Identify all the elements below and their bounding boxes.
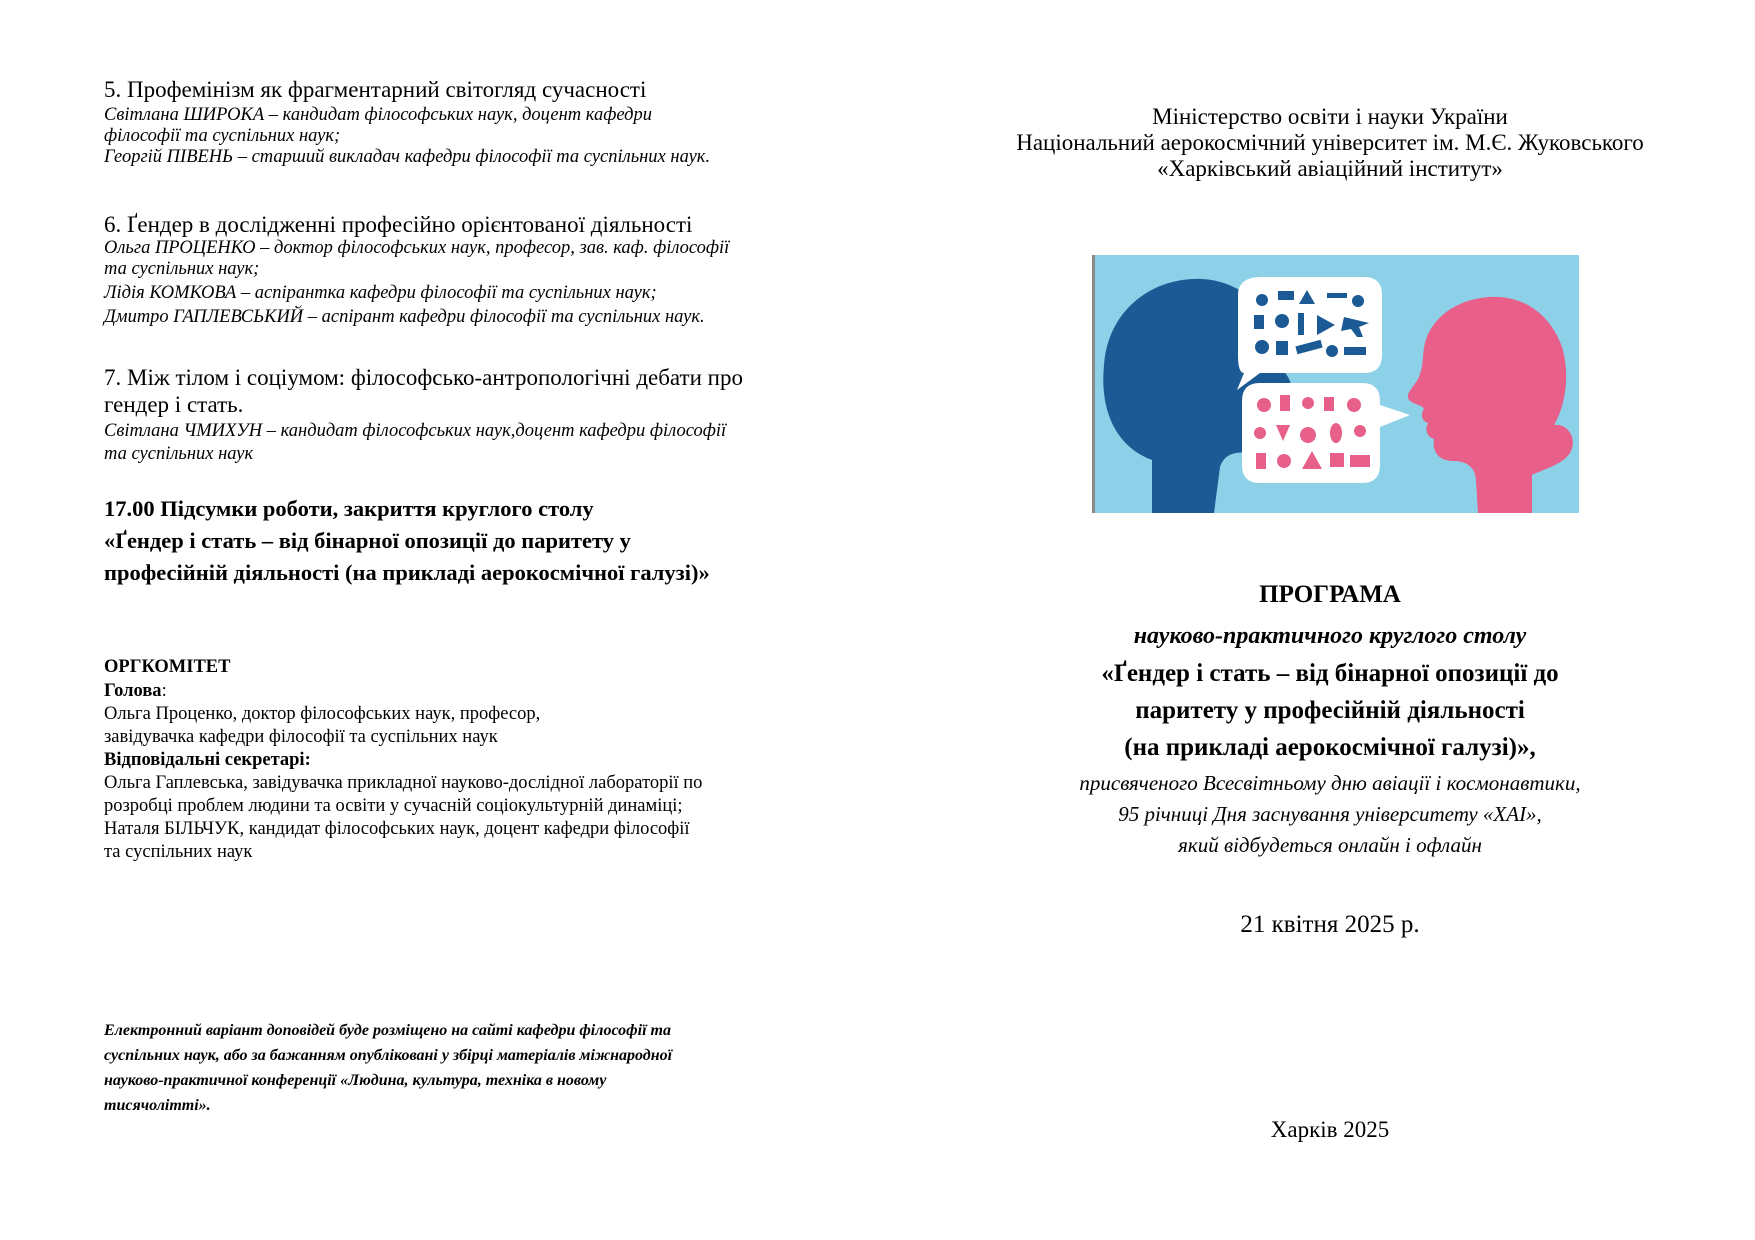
section-5-speaker-line: Георгій ПІВЕНЬ – старший викладач кафедри філософії та суспільних наук. [104, 147, 711, 167]
icon-glyph [1352, 295, 1364, 307]
icon-glyph [1327, 293, 1347, 298]
publication-note [104, 1020, 824, 1117]
dedication-line: 95 річниці Дня заснування університету «ХАІ», [1118, 802, 1542, 826]
program-title-line: паритету у професійній діяльності [1135, 697, 1525, 724]
date-text: 21 квітня 2025 р. [1240, 911, 1420, 938]
note-line: суспільних наук, або за бажанням опубліковані у збірці матеріалів міжнародної [104, 1047, 673, 1064]
section-5-speaker-line: філософії та суспільних наук; [104, 126, 341, 146]
chair-colon: : [161, 681, 167, 701]
chair-line: завідувачка кафедри філософії та суспільних наук [104, 727, 498, 747]
city-year [980, 1116, 1680, 1143]
section-7-speaker-line: Світлана ЧМИХУН – кандидат філософських наук,доцент кафедри філософії [104, 421, 727, 441]
note-line: тисячолітті». [104, 1097, 211, 1114]
icon-glyph [1354, 425, 1366, 437]
section-5-title: 5. Профемінізм як фрагментарний світогляд сучасності [104, 77, 647, 102]
closing-line: 17.00 Підсумки роботи, закриття круглого столу [104, 496, 594, 521]
icon-glyph [1330, 453, 1344, 467]
section-6-speaker-line: Ольга ПРОЦЕНКО – доктор філософських наук, професор, зав. каф. філософії [104, 238, 730, 258]
icon-glyph [1344, 347, 1366, 355]
icon-glyph [1256, 294, 1268, 306]
program-block [980, 580, 1680, 861]
org-committee [104, 657, 824, 863]
ministry-line: Національний аерокосмічний університет ім. М.Є. Жуковського [1016, 130, 1644, 155]
icon-glyph [1257, 398, 1271, 412]
ministry-line: Міністерство освіти і науки України [1152, 104, 1508, 129]
gender-dialogue-illustration [1092, 255, 1579, 513]
illustration-svg [1092, 255, 1579, 513]
section-7-title-line: 7. Між тілом і соціумом: філософсько-антропологічні дебати про [104, 365, 743, 390]
secretary-line: Наталя БІЛЬЧУК, кандидат філософських наук, доцент кафедри філософії [104, 819, 690, 839]
section-5-speaker-line: Світлана ШИРОКА – кандидат філософських наук, доцент кафедри [104, 105, 652, 125]
illustration-left-edge [1092, 255, 1095, 513]
dedication-line: який відбудеться онлайн і офлайн [1178, 833, 1482, 857]
icon-glyph [1280, 395, 1290, 411]
icon-glyph [1302, 397, 1314, 409]
program-title-line: (на прикладі аерокосмічної галузі)», [1124, 734, 1536, 761]
icon-glyph [1278, 291, 1294, 300]
icon-glyph [1275, 314, 1289, 328]
icon-glyph [1330, 423, 1342, 443]
icon-glyph [1277, 454, 1291, 468]
icon-glyph [1298, 313, 1304, 335]
section-5 [104, 76, 824, 168]
event-date [980, 910, 1680, 940]
city-year-text: Харків 2025 [1270, 1117, 1390, 1142]
secretary-line: та суспільних наук [104, 842, 253, 862]
section-7-title-line: гендер і стать. [104, 392, 244, 417]
section-6-speaker-line: Дмитро ГАПЛЕВСЬКИЙ – аспірант кафедри філософії та суспільних наук. [104, 307, 705, 327]
note-line: науково-практичної конференції «Людина, культура, техніка в новому [104, 1072, 607, 1089]
secretary-line: розробці проблем людини та освіти у сучасній соціокультурній динаміці; [104, 796, 683, 816]
ministry-header [980, 104, 1680, 182]
secretaries-label: Відповідальні секретарі: [104, 750, 311, 770]
closing-line: професійній діяльності (на прикладі аерокосмічної галузі)» [104, 560, 710, 585]
org-committee-heading: ОРГКОМІТЕТ [104, 657, 231, 677]
icon-glyph [1256, 453, 1266, 469]
note-line: Електронний варіант доповідей буде розміщено на сайті кафедри філософії та [104, 1022, 671, 1039]
program-subtitle: науково-практичного круглого столу [1133, 623, 1527, 649]
section-7 [104, 364, 824, 465]
dedication-line: присвяченого Всесвітньому дню авіації і космонавтики, [1079, 771, 1581, 795]
section-6 [104, 211, 824, 328]
icon-glyph [1254, 427, 1266, 439]
icon-glyph [1324, 397, 1334, 411]
icon-glyph [1276, 341, 1288, 355]
section-6-speaker-line: Лідія КОМКОВА – аспірантка кафедри філософії та суспільних наук; [104, 283, 657, 303]
icon-glyph [1255, 340, 1269, 354]
icon-glyph [1254, 315, 1264, 329]
chair-label: Голова [104, 681, 162, 701]
icon-glyph [1350, 455, 1370, 467]
icon-glyph [1326, 345, 1338, 357]
icon-glyph [1347, 398, 1361, 412]
program-heading: ПРОГРАМА [1259, 581, 1401, 608]
closing-session [104, 493, 824, 589]
icon-glyph [1300, 427, 1316, 443]
ministry-line: «Харківський авіаційний інститут» [1157, 156, 1503, 181]
section-7-speaker-line: та суспільних наук [104, 444, 254, 464]
program-title-line: «Ґендер і стать – від бінарної опозиції до [1101, 660, 1559, 687]
section-6-speaker-line: та суспільних наук; [104, 259, 260, 279]
closing-line: «Ґендер і стать – від бінарної опозиції до паритету у [104, 528, 631, 553]
chair-label-row [104, 681, 824, 702]
chair-line: Ольга Проценко, доктор філософських наук, професор, [104, 704, 541, 724]
secretary-line: Ольга Гаплевська, завідувачка прикладної науково-дослідної лабораторії по [104, 773, 703, 793]
section-6-title: 6. Ґендер в дослідженні професійно орієнтованої діяльності [104, 212, 693, 237]
